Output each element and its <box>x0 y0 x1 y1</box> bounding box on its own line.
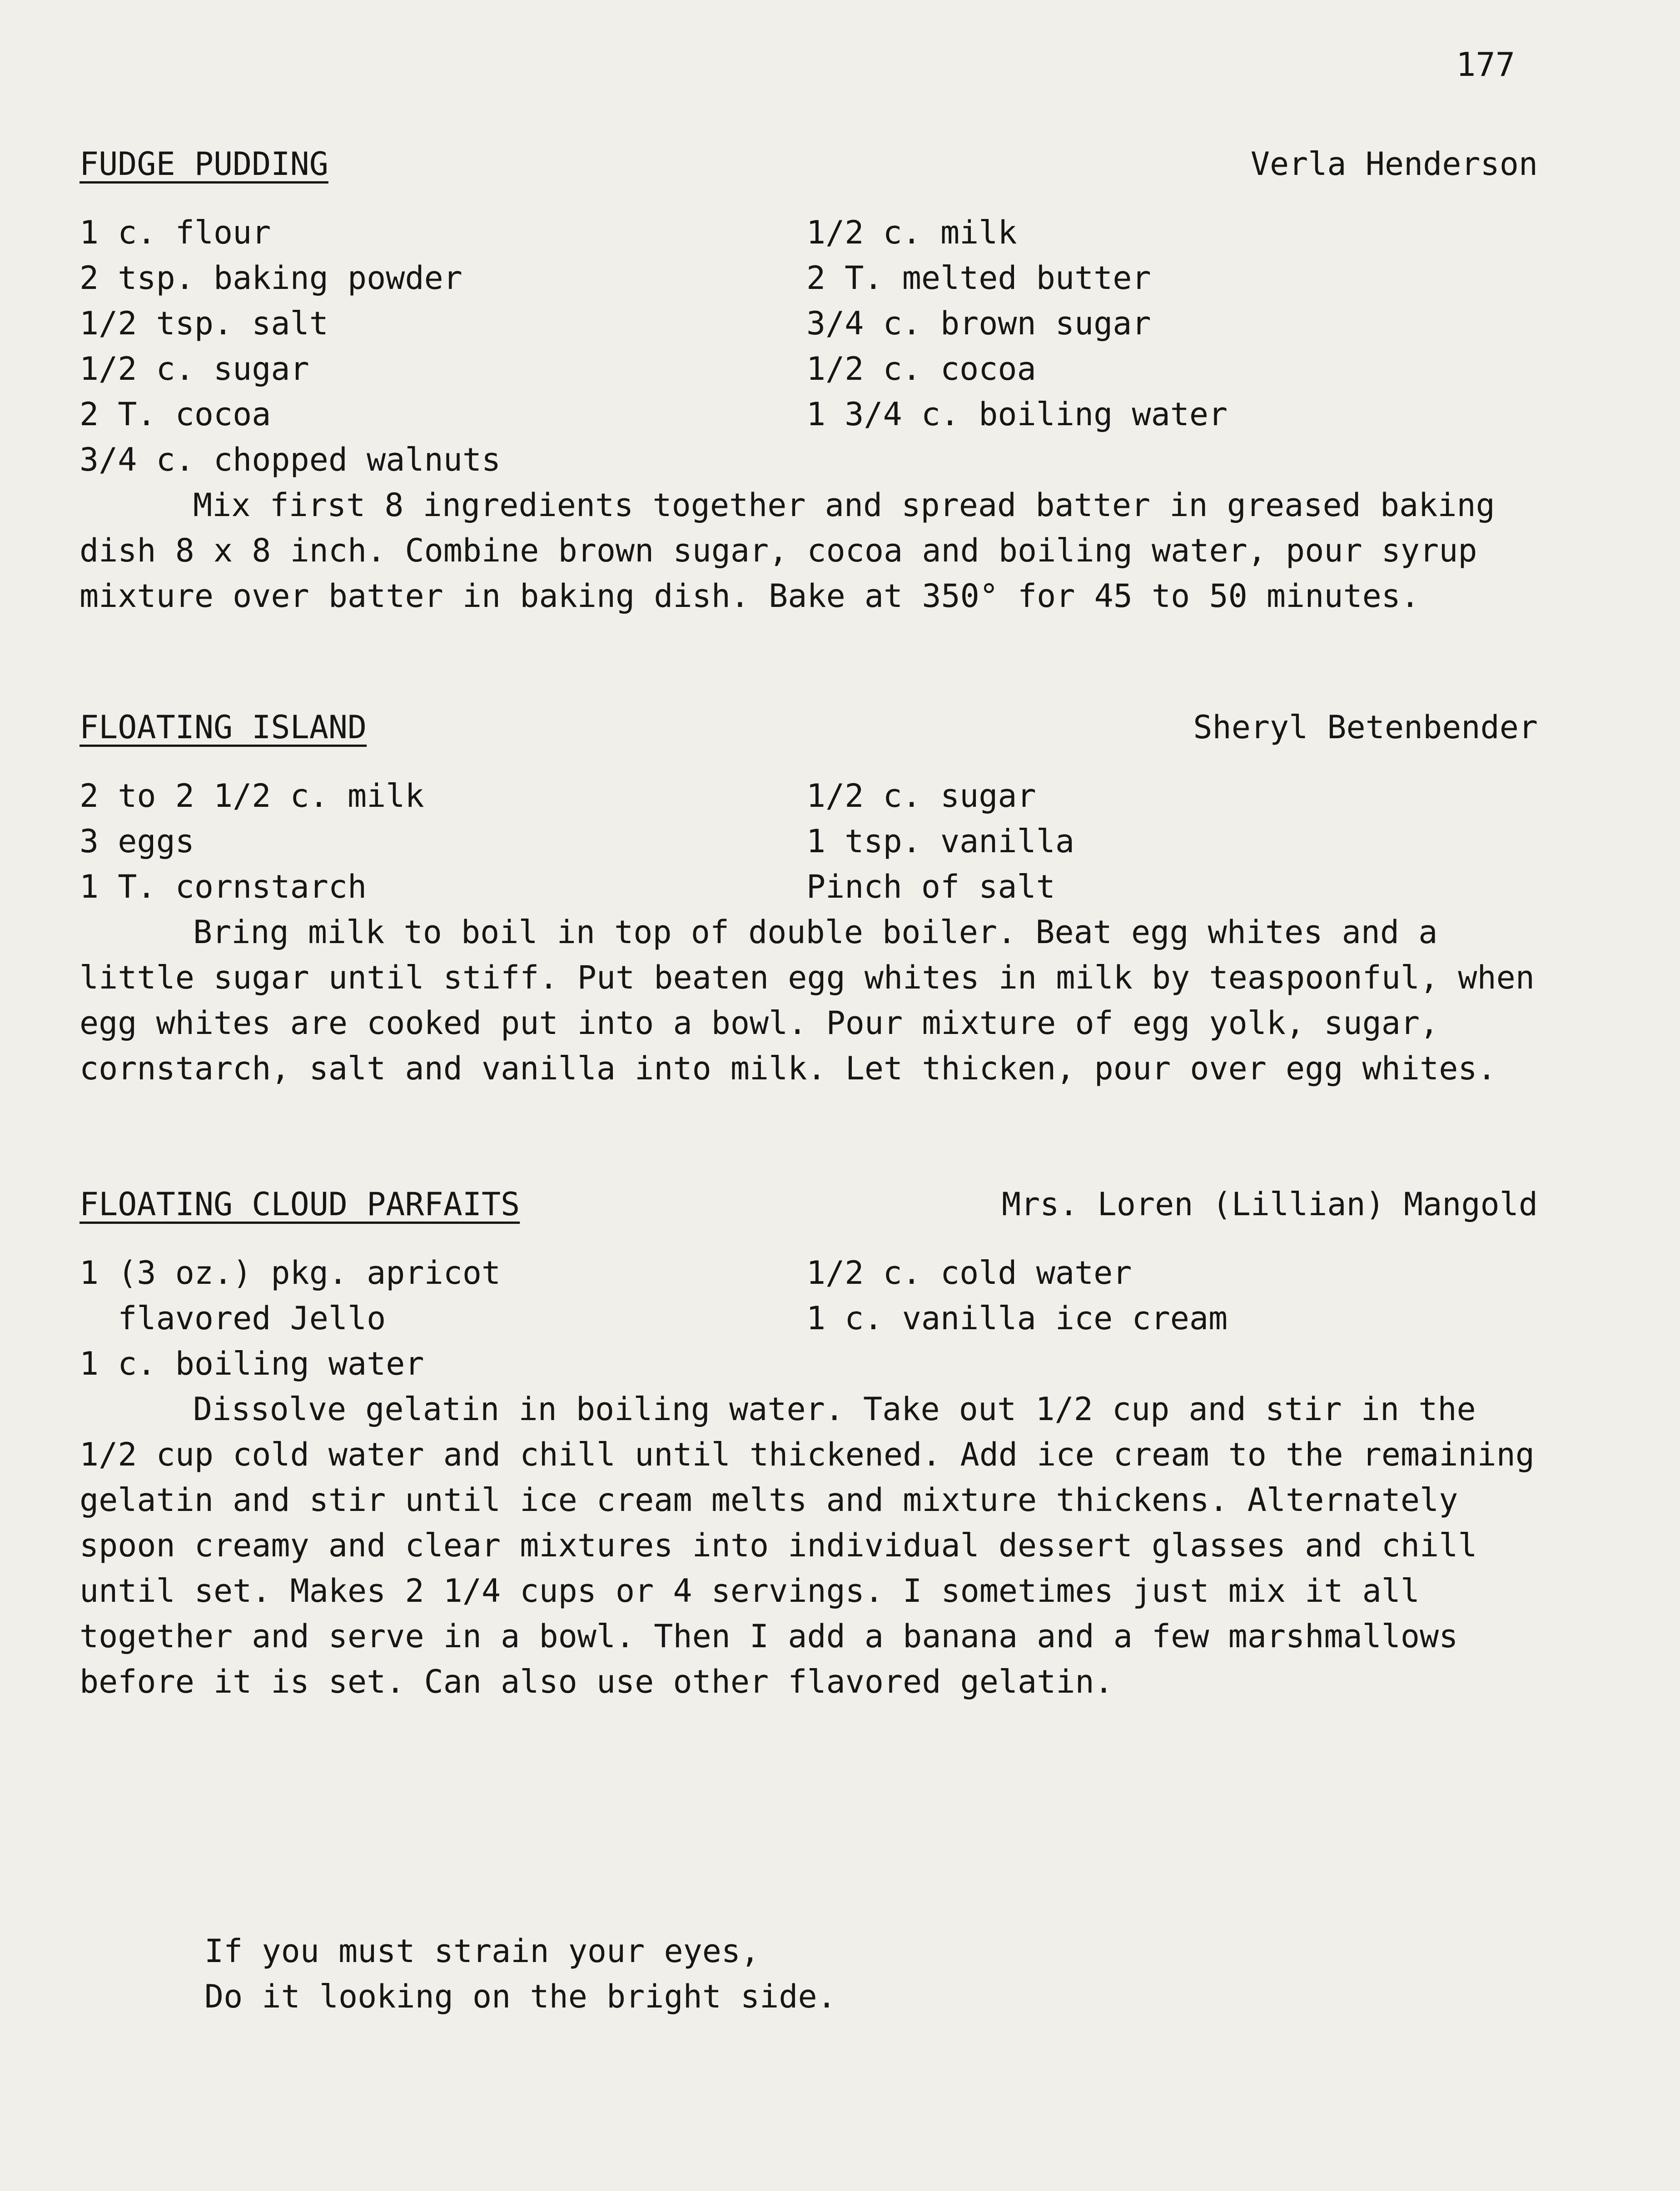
ingredient: Pinch of salt <box>806 868 1055 905</box>
recipe-floating-cloud-parfaits <box>80 1186 1538 1704</box>
ingredient: 1 T. cornstarch <box>80 868 367 905</box>
recipe-directions: Dissolve gelatin in boiling water. Take out 1/2 cup and stir in the 1/2 cup cold water and chill until thickened. Add ice cream to the remaining gelatin and stir until ice cream melts and mixture thickens. Alternately spoon creamy and clear mixtures into individual dessert glasses and chill until set. Makes 2 1/4 cups or 4 servings. I sometimes just mix it all together and serve in a bowl. Then I add a banana and a few marshmallows before it is set. Can also use other flavored gelatin. <box>80 1391 1535 1700</box>
ingredient: 2 T. melted butter <box>806 259 1151 297</box>
ingredient-list <box>80 773 1538 909</box>
recipe-fudge-pudding <box>80 145 1538 619</box>
ingredient: 1/2 c. sugar <box>806 777 1036 815</box>
ingredient: 1/2 c. cold water <box>806 1254 1132 1292</box>
page-number: 177 <box>1456 45 1516 84</box>
recipe-author: Mrs. Loren (Lillian) Mangold <box>1001 1186 1538 1223</box>
verse-line: Do it looking on the bright side. <box>204 1978 836 2015</box>
ingredient: 1 c. vanilla ice cream <box>806 1300 1228 1337</box>
recipe-floating-island <box>80 709 1538 1091</box>
ingredient: 2 tsp. baking powder <box>80 259 462 297</box>
recipe-title: FLOATING CLOUD PARFAITS <box>80 1186 520 1223</box>
recipe-directions: Bring milk to boil in top of double boiler. Beat egg whites and a little sugar until stiff. Put beaten egg whites in milk by teaspoonful, when egg whites are cooked put into a bowl. Pour mixture of egg yolk, sugar, cornstarch, salt and vanilla into milk. Let thicken, pour over egg whites. <box>80 914 1535 1087</box>
recipe-title: FLOATING ISLAND <box>80 709 367 746</box>
ingredient: 1/2 c. sugar <box>80 350 309 388</box>
ingredient: 1 (3 oz.) pkg. apricot <box>80 1254 501 1292</box>
ingredient: 3 eggs <box>80 823 194 860</box>
ingredient: 1 c. flour <box>80 214 271 251</box>
ingredient: 3/4 c. chopped walnuts <box>80 441 501 478</box>
ingredient: 3/4 c. brown sugar <box>806 305 1151 342</box>
ingredient-list <box>80 1250 1538 1386</box>
verse-line: If you must strain your eyes, <box>204 1933 760 1970</box>
ingredient: 1 tsp. vanilla <box>806 823 1075 860</box>
closing-verse <box>204 1928 836 2019</box>
ingredient: 1 c. boiling water <box>80 1345 424 1382</box>
ingredient: 1/2 tsp. salt <box>80 305 328 342</box>
ingredient: flavored Jello <box>80 1300 386 1337</box>
recipe-author: Verla Henderson <box>1250 145 1538 183</box>
ingredient: 1/2 c. cocoa <box>806 350 1036 388</box>
recipe-directions: Mix first 8 ingredients together and spread batter in greased baking dish 8 x 8 inch. Combine brown sugar, cocoa and boiling water, pour syrup mixture over batter in baking dish. Bake at 350° for 45 to 50 minutes. <box>80 487 1495 615</box>
recipe-author: Sheryl Betenbender <box>1193 709 1538 746</box>
ingredient-list <box>80 210 1538 482</box>
ingredient: 1/2 c. milk <box>806 214 1017 251</box>
ingredient: 1 3/4 c. boiling water <box>806 396 1228 433</box>
ingredient: 2 to 2 1/2 c. milk <box>80 777 424 815</box>
recipe-title: FUDGE PUDDING <box>80 145 328 183</box>
ingredient: 2 T. cocoa <box>80 396 271 433</box>
